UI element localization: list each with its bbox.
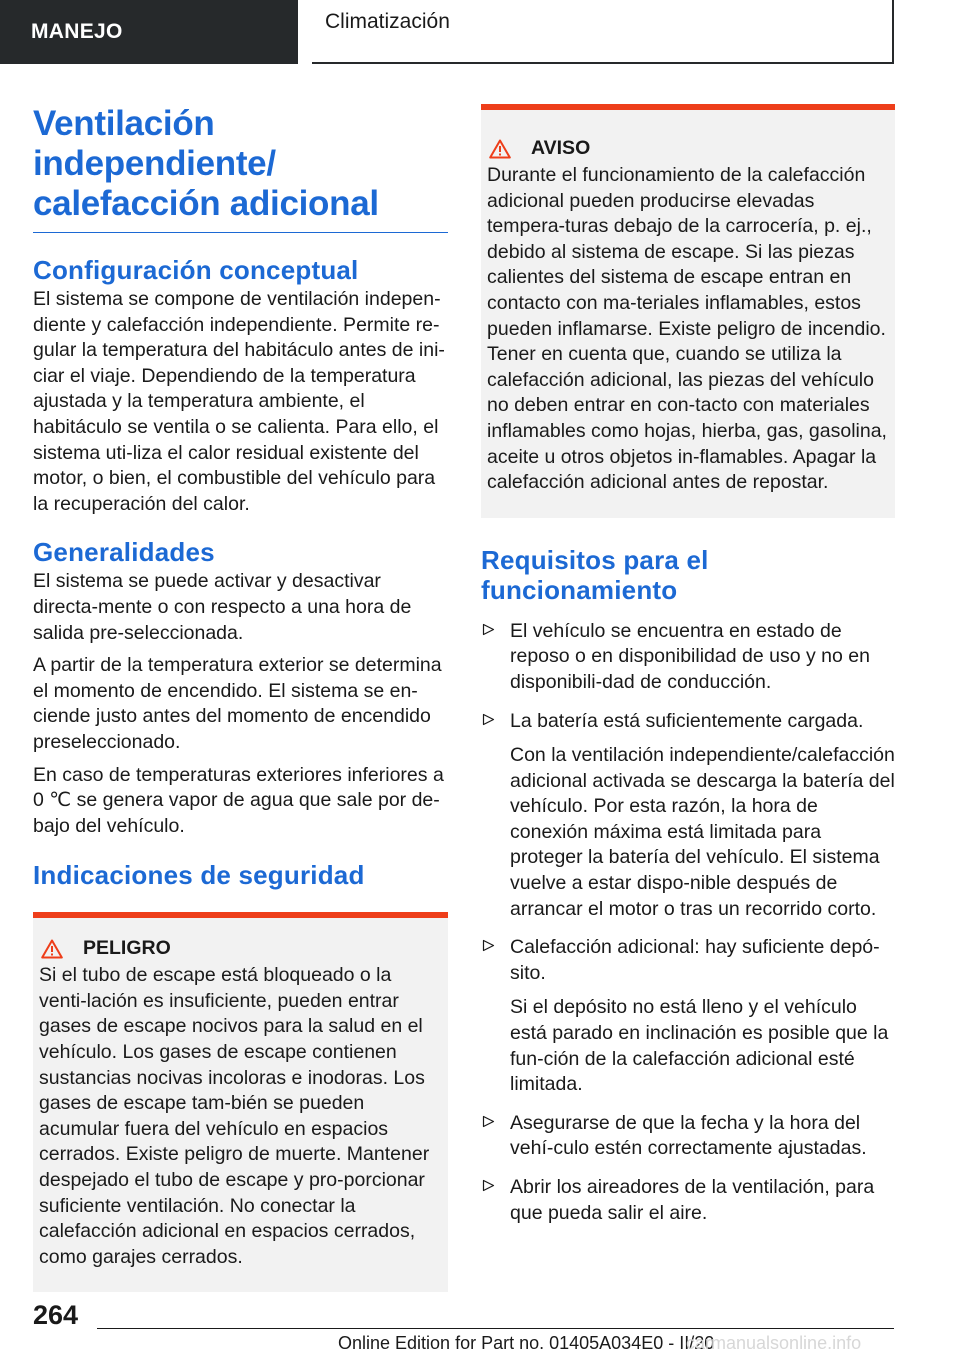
list-item [481, 709, 895, 923]
warning-triangle-icon [489, 139, 511, 159]
requirements-list [481, 619, 895, 1226]
requirements-heading-line-2: funcionamiento [481, 574, 678, 605]
general-paragraph-1: El sistema se puede activar y desactivar directa-mente o con respecto a una hora de salida pre-seleccionada. [33, 570, 412, 644]
footer-watermark: carmanualsonline.info [686, 1333, 862, 1353]
list-item [481, 1111, 895, 1162]
notice-header [487, 136, 887, 161]
left-column [33, 104, 448, 1292]
list-item-text: Asegurarse de que la fecha y la hora del vehí-culo estén correctamente ajustadas. [510, 1111, 867, 1160]
triangle-bullet-icon [482, 1179, 495, 1192]
danger-title: PELIGRO [83, 937, 171, 960]
list-item-detail: Con la ventilación independiente/calefacción adicional activada se descarga la batería del vehículo. Por esta razón, la hora de conexión máxima está limitada para proteger la batería del vehículo. El sistema vuelve a estar dispo-nible después de arrancar el motor o tras un recorrido corto. [510, 744, 895, 920]
danger-header [39, 936, 438, 961]
requirements-heading [481, 545, 895, 605]
list-item-text: Calefacción adicional: hay suficiente depó-sito. [510, 936, 880, 984]
general-heading: Generalidades [33, 537, 215, 568]
header-chapter-text: Climatización [325, 10, 450, 33]
safety-heading: Indicaciones de seguridad [33, 860, 365, 891]
page-title-line-1: Ventilación independiente/ [33, 104, 276, 183]
notice-title: AVISO [531, 137, 591, 159]
danger-text: Si el tubo de escape está bloqueado o la venti-lación es insuficiente, pueden entrar gases de escape nocivos para la salud en el vehículo. Los gases de escape contienen sustancias nocivas incoloras e inodoras. Los gases de escape tam-bién se pueden acumular fuera del vehículo en espacios cerrados. Existe peligro de muerte. Mantener despejado el tubo de escape y pro-porcionar suficiente ventilación. No conectar la calefacción adicional en espacios cerrados, como garajes cerrados. [39, 964, 430, 1268]
page-title-line-2: calefacción adicional [33, 184, 379, 223]
concept-heading: Configuración conceptual [33, 255, 359, 285]
general-paragraph-3: En caso de temperaturas exteriores inferiores a 0 ℃ se genera vapor de agua que sale por de-bajo del vehículo. [33, 763, 444, 837]
header-chapter-label [312, 0, 894, 64]
list-item-text: El vehículo se encuentra en estado de reposo o en disponibilidad de uso y no en disponibili-dad de conducción. [510, 619, 870, 693]
requirements-heading-line-1: Requisitos para el [481, 544, 709, 575]
right-column [481, 104, 895, 1239]
list-item-text: La batería está suficientemente cargada. [510, 709, 864, 732]
page-title [33, 104, 448, 233]
general-paragraph-2: A partir de la temperatura exterior se determina el momento de encendido. El sistema se en-ciende justo antes del momento de encendido preseleccionado. [33, 654, 442, 753]
triangle-bullet-icon [482, 623, 495, 636]
warning-triangle-icon [41, 939, 63, 959]
footer-edition-text: Online Edition for Part no. 01405A034E0 - II/20 [338, 1333, 715, 1353]
notice-box [481, 104, 895, 518]
list-item-text: Abrir los aireadores de la ventilación, para que pueda salir el aire. [510, 1176, 875, 1224]
header-section-label: MANEJO [0, 0, 298, 64]
danger-box [33, 912, 448, 1292]
page-number: 264 [33, 1300, 79, 1330]
list-item [481, 1175, 895, 1226]
triangle-bullet-icon [482, 713, 495, 726]
list-item-detail: Si el depósito no está lleno y el vehículo está parado en inclinación es posible que la fun-ción de la calefacción adicional esté limitada. [510, 996, 889, 1096]
notice-text: Durante el funcionamiento de la calefacción adicional pueden producirse elevadas tempera-turas debajo de la carrocería, p. ej., debido al sistema de escape. Si las piezas calientes del sistema de escape entran en contacto con ma-teriales inflamables, estos pueden inflamarse. Existe peligro de incendio. Tener en cuenta que, cuando se utiliza la calefacción adicional, las piezas del vehículo no deben entrar en con-tacto con materiales inflamables como hojas, hierba, gas, gasolina, aceite u otros objetos in-flamables. Apagar la calefacción adicional antes de repostar. [487, 164, 887, 494]
footer-divider [97, 1328, 894, 1329]
triangle-bullet-icon [482, 939, 495, 952]
concept-text: El sistema se compone de ventilación indepen-diente y calefacción independiente. Permite re-gular la temperatura del habitáculo antes de ini-ciar el viaje. Dependiendo de la temperatura ajustada y la temperatura ambiente, el habitáculo se ventila o se calienta. Para ello, el sistema uti-liza el calor residual existente del motor, o bien, el combustible del vehículo para la recuperación del calor. [33, 288, 445, 515]
list-item [481, 619, 895, 696]
list-item [481, 935, 895, 1098]
triangle-bullet-icon [482, 1115, 495, 1128]
